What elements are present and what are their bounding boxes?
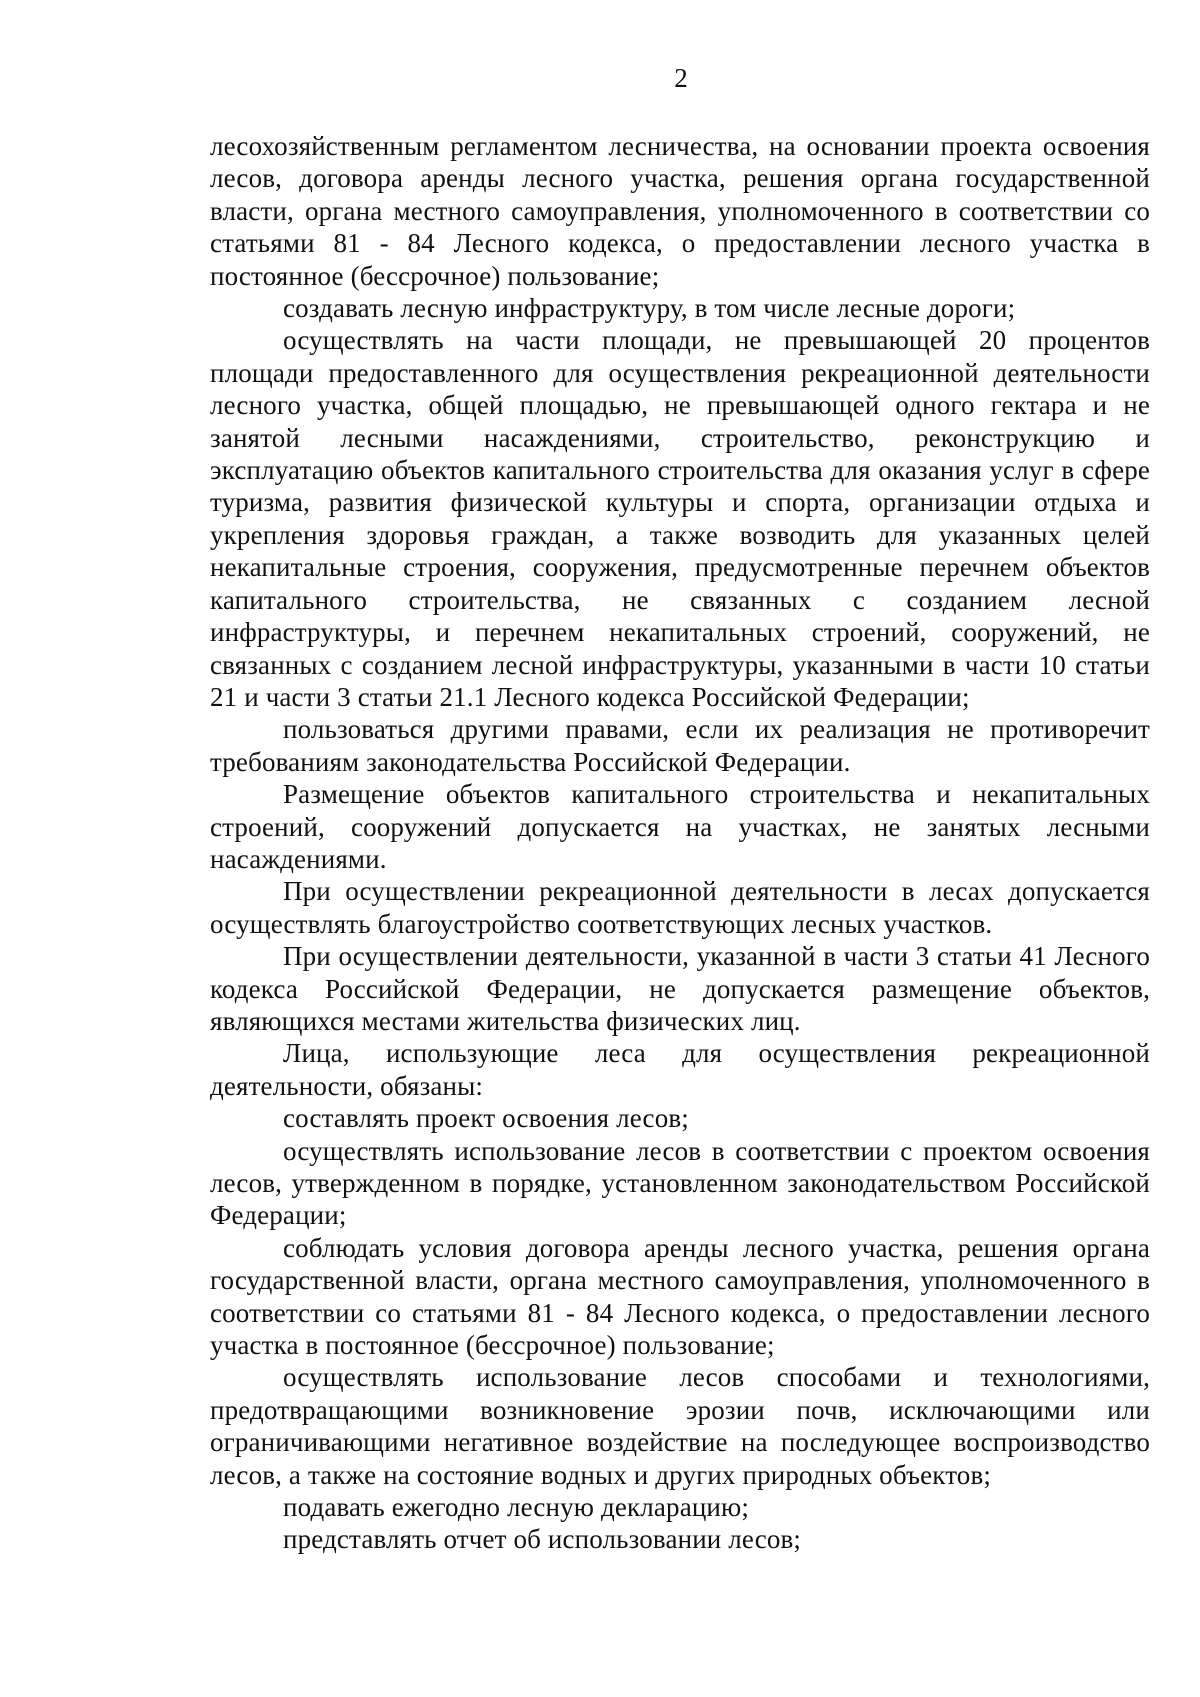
page-number: 2 [674,63,688,93]
paragraph: При осуществлении рекреационной деятельности в лесах допускается осуществлять благоустройство соответствующих лесных участков. [210,876,1150,939]
paragraph: представлять отчет об использовании лесов; [283,1524,802,1555]
paragraph: пользоваться другими правами, если их реализация не противоречит требованиям законодательства Российской Федерации. [210,714,1150,777]
document-body [210,130,1150,1556]
paragraph: составлять проект освоения лесов; [283,1103,689,1134]
paragraph: осуществлять на части площади, не превышающей 20 процентов площади предоставленного для осуществления рекреационной деятельности лесного участка, общей площадью, не превышающей одного гектара и не занятой лесными насаждениями, строительство, реконструкцию и эксплуатацию объектов капитального строительства для оказания услуг в сфере туризма, развития физической культуры и спорта, организации отдыха и укрепления здоровья граждан, а также возводить для указанных целей некапитальные строения, сооружения, предусмотренные перечнем объектов капитального строительства, не связанных с созданием лесной инфраструктуры, и перечнем некапитальных строений, сооружений, не связанных с созданием лесной инфраструктуры, указанными в части 10 статьи 21 и части 3 статьи 21.1 Лесного кодекса Российской Федерации; [210,325,1150,712]
paragraph: осуществлять использование лесов в соответствии с проектом освоения лесов, утвержденном в порядке, установленном законодательством Российской Федерации; [210,1135,1150,1231]
paragraph: создавать лесную инфраструктуру, в том числе лесные дороги; [283,293,1016,324]
paragraph: подавать ежегодно лесную декларацию; [283,1492,749,1523]
paragraph: лесохозяйственным регламентом лесничества, на основании проекта освоения лесов, договора аренды лесного участка, решения органа государственной власти, органа местного самоуправления, уполномоченного в соответствии со статьями 81 - 84 Лесного кодекса, о предоставлении лесного участка в постоянное (бессрочное) пользование; [210,131,1150,291]
paragraph: Размещение объектов капитального строительства и некапитальных строений, сооружений допускается на участках, не занятых лесными насаждениями. [210,779,1150,874]
paragraph: При осуществлении деятельности, указанной в части 3 статьи 41 Лесного кодекса Российской Федерации, не допускается размещение объектов, являющихся местами жительства физических лиц. [210,941,1150,1036]
paragraph: Лица, использующие леса для осуществления рекреационной деятельности, обязаны: [210,1038,1150,1101]
paragraph: соблюдать условия договора аренды лесного участка, решения органа государственной власти, органа местного самоуправления, уполномоченного в соответствии со статьями 81 - 84 Лесного кодекса, о предоставлении лесного участка в постоянное (бессрочное) пользование; [210,1232,1150,1361]
paragraph: осуществлять использование лесов способами и технологиями, предотвращающими возникновение эрозии почв, исключающими или ограничивающими негативное воздействие на последующее воспроизводство лесов, а также на состояние водных и других природных объектов; [210,1362,1150,1490]
